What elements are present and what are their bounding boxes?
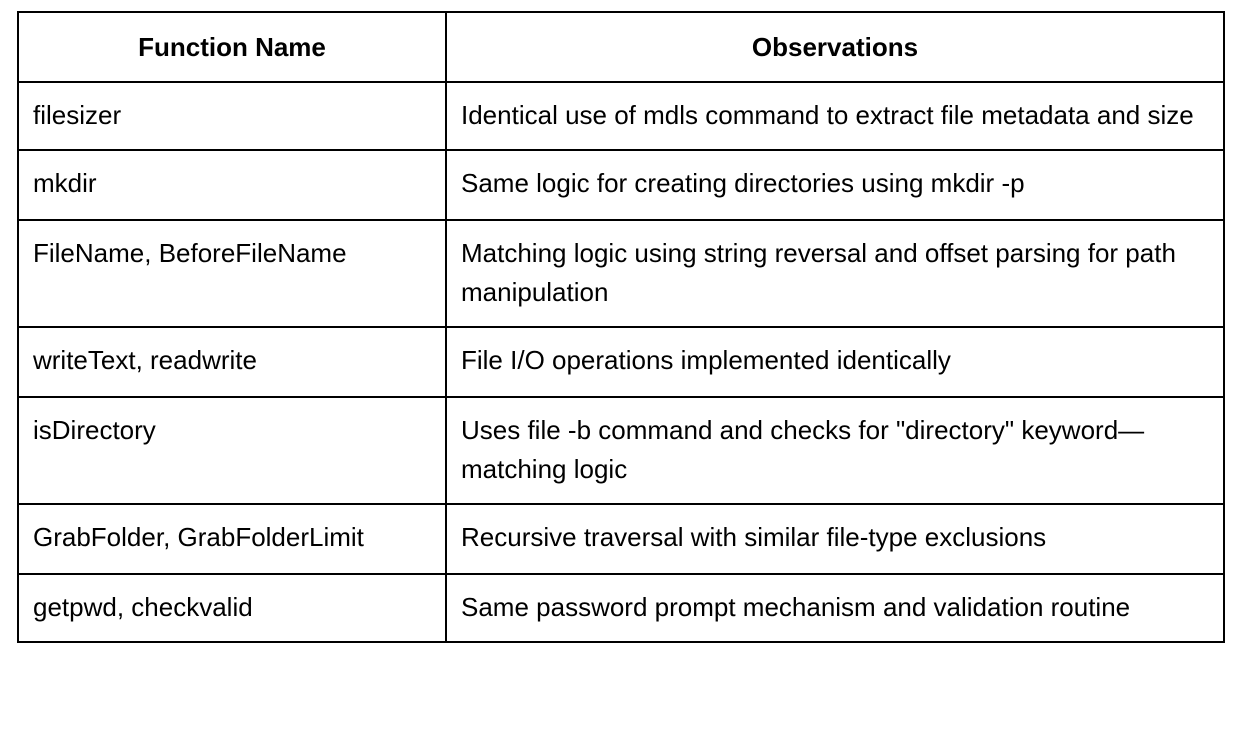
observation-cell: Identical use of mdls command to extract file metadata and size — [446, 82, 1224, 150]
table-row — [18, 82, 1224, 150]
observation-cell: Same logic for creating directories using mkdir -p — [446, 150, 1224, 220]
table-row — [18, 504, 1224, 574]
header-function-name: Function Name — [18, 12, 446, 82]
table-row — [18, 150, 1224, 220]
table-header-row — [18, 12, 1224, 82]
function-name-cell: isDirectory — [18, 397, 446, 504]
function-name-cell: mkdir — [18, 150, 446, 220]
function-name-cell: FileName, BeforeFileName — [18, 220, 446, 327]
observation-cell: Same password prompt mechanism and validation routine — [446, 574, 1224, 642]
comparison-table — [17, 11, 1225, 643]
table-row — [18, 397, 1224, 504]
observation-cell: File I/O operations implemented identically — [446, 327, 1224, 397]
function-name-cell: writeText, readwrite — [18, 327, 446, 397]
table-row — [18, 220, 1224, 327]
comparison-table-container — [17, 11, 1225, 643]
function-name-cell: getpwd, checkvalid — [18, 574, 446, 642]
observation-cell: Uses file -b command and checks for "directory" keyword—matching logic — [446, 397, 1224, 504]
function-name-cell: GrabFolder, GrabFolderLimit — [18, 504, 446, 574]
function-name-cell: filesizer — [18, 82, 446, 150]
table-row — [18, 327, 1224, 397]
header-observations: Observations — [446, 12, 1224, 82]
table-row — [18, 574, 1224, 642]
observation-cell: Recursive traversal with similar file-type exclusions — [446, 504, 1224, 574]
observation-cell: Matching logic using string reversal and offset parsing for path manipulation — [446, 220, 1224, 327]
